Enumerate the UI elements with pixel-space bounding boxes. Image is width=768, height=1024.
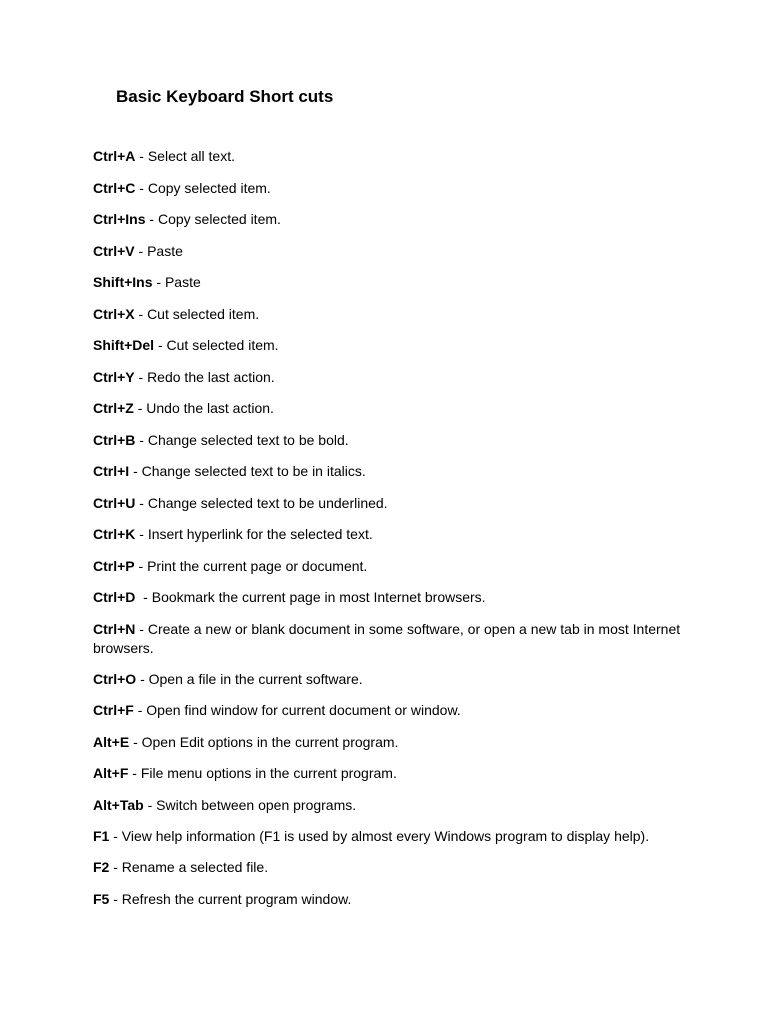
shortcut-description: - Copy selected item. [145, 211, 281, 227]
shortcut-list [93, 147, 683, 921]
shortcut-key: Ctrl+X [93, 305, 135, 322]
shortcut-key: Alt+Tab [93, 796, 144, 813]
shortcut-description: - Open find window for current document or window. [133, 702, 461, 718]
shortcut-item-ctrl-u [93, 494, 683, 513]
shortcut-key: Ctrl+P [93, 557, 135, 574]
shortcut-item-ctrl-i [93, 462, 683, 481]
shortcut-key: F5 [93, 890, 110, 907]
shortcut-item-ctrl-y [93, 368, 683, 387]
shortcut-item-shift-del [93, 336, 683, 355]
shortcut-description: - Paste [134, 242, 183, 259]
shortcut-description: - Copy selected item. [135, 179, 271, 196]
shortcut-item-f5 [93, 890, 683, 909]
shortcut-item-ctrl-z [93, 399, 683, 418]
shortcut-item-ctrl-a [93, 147, 683, 166]
shortcut-item-alt-tab [93, 796, 683, 815]
shortcut-description: - Switch between open programs. [143, 796, 357, 813]
shortcut-item-ctrl-c [93, 179, 683, 198]
document-title: Basic Keyboard Short cuts [116, 87, 334, 106]
shortcut-key: Ctrl+D [93, 589, 136, 605]
shortcut-item-ctrl-d [93, 588, 683, 607]
shortcut-key: Ctrl+A [93, 148, 136, 164]
shortcut-key: Ctrl+C [93, 179, 136, 196]
shortcut-description: - Select all text. [135, 148, 235, 164]
shortcut-key: Ctrl+I [93, 463, 130, 479]
shortcut-item-alt-f [93, 764, 683, 783]
shortcut-description: - View help information (F1 is used by almost every Windows program to display help). [109, 828, 650, 844]
shortcut-description: - Undo the last action. [133, 400, 274, 416]
shortcut-item-ctrl-n [93, 620, 683, 658]
shortcut-item-ctrl-b [93, 431, 683, 450]
shortcut-description: - Paste [152, 274, 201, 290]
shortcut-key: Ctrl+U [93, 494, 136, 511]
shortcut-key: F1 [93, 828, 110, 844]
shortcut-item-alt-e [93, 733, 683, 752]
shortcut-description: - Open a file in the current software. [136, 670, 363, 687]
shortcut-description: - Cut selected item. [154, 337, 279, 353]
shortcut-description: - Insert hyperlink for the selected text. [135, 526, 373, 542]
shortcut-description: - Open Edit options in the current program. [129, 733, 399, 750]
shortcut-description: - Redo the last action. [134, 368, 275, 385]
shortcut-key: Shift+Del [93, 337, 155, 353]
shortcut-item-ctrl-p [93, 557, 683, 576]
shortcut-item-f1 [93, 827, 683, 846]
shortcut-key: Ctrl+F [93, 702, 134, 718]
shortcut-key: Ctrl+B [93, 431, 136, 448]
shortcut-item-shift-ins [93, 273, 683, 292]
shortcut-key: Ctrl+Ins [93, 211, 146, 227]
shortcut-item-ctrl-x [93, 305, 683, 324]
shortcut-key: F2 [93, 859, 110, 875]
shortcut-description: - Cut selected item. [134, 305, 260, 322]
shortcut-description: - Refresh the current program window. [109, 890, 352, 907]
shortcut-item-ctrl-o [93, 670, 683, 689]
shortcut-description: - Change selected text to be underlined. [135, 494, 388, 511]
shortcut-description: - Create a new or blank document in some software, or open a new tab in most Internet browsers. [93, 620, 681, 656]
shortcut-item-ctrl-f [93, 701, 683, 720]
shortcut-item-f2 [93, 858, 683, 877]
shortcut-key: Ctrl+Z [93, 400, 134, 416]
shortcut-description: - Print the current page or document. [134, 557, 368, 574]
shortcut-item-ctrl-ins [93, 210, 683, 229]
shortcut-description: - Bookmark the current page in most Internet browsers. [135, 589, 486, 605]
shortcut-key: Alt+E [93, 733, 130, 750]
shortcut-description: - Rename a selected file. [109, 859, 269, 875]
shortcut-key: Ctrl+V [93, 242, 135, 259]
shortcut-key: Ctrl+O [93, 670, 137, 687]
shortcut-description: - File menu options in the current program. [128, 765, 397, 781]
shortcut-key: Ctrl+Y [93, 368, 135, 385]
shortcut-key: Shift+Ins [93, 274, 153, 290]
shortcut-key: Ctrl+N [93, 620, 136, 637]
shortcut-key: Alt+F [93, 765, 129, 781]
shortcut-key: Ctrl+K [93, 526, 136, 542]
shortcut-description: - Change selected text to be bold. [135, 431, 349, 448]
shortcut-item-ctrl-k [93, 525, 683, 544]
shortcut-description: - Change selected text to be in italics. [129, 463, 366, 479]
shortcut-item-ctrl-v [93, 242, 683, 261]
